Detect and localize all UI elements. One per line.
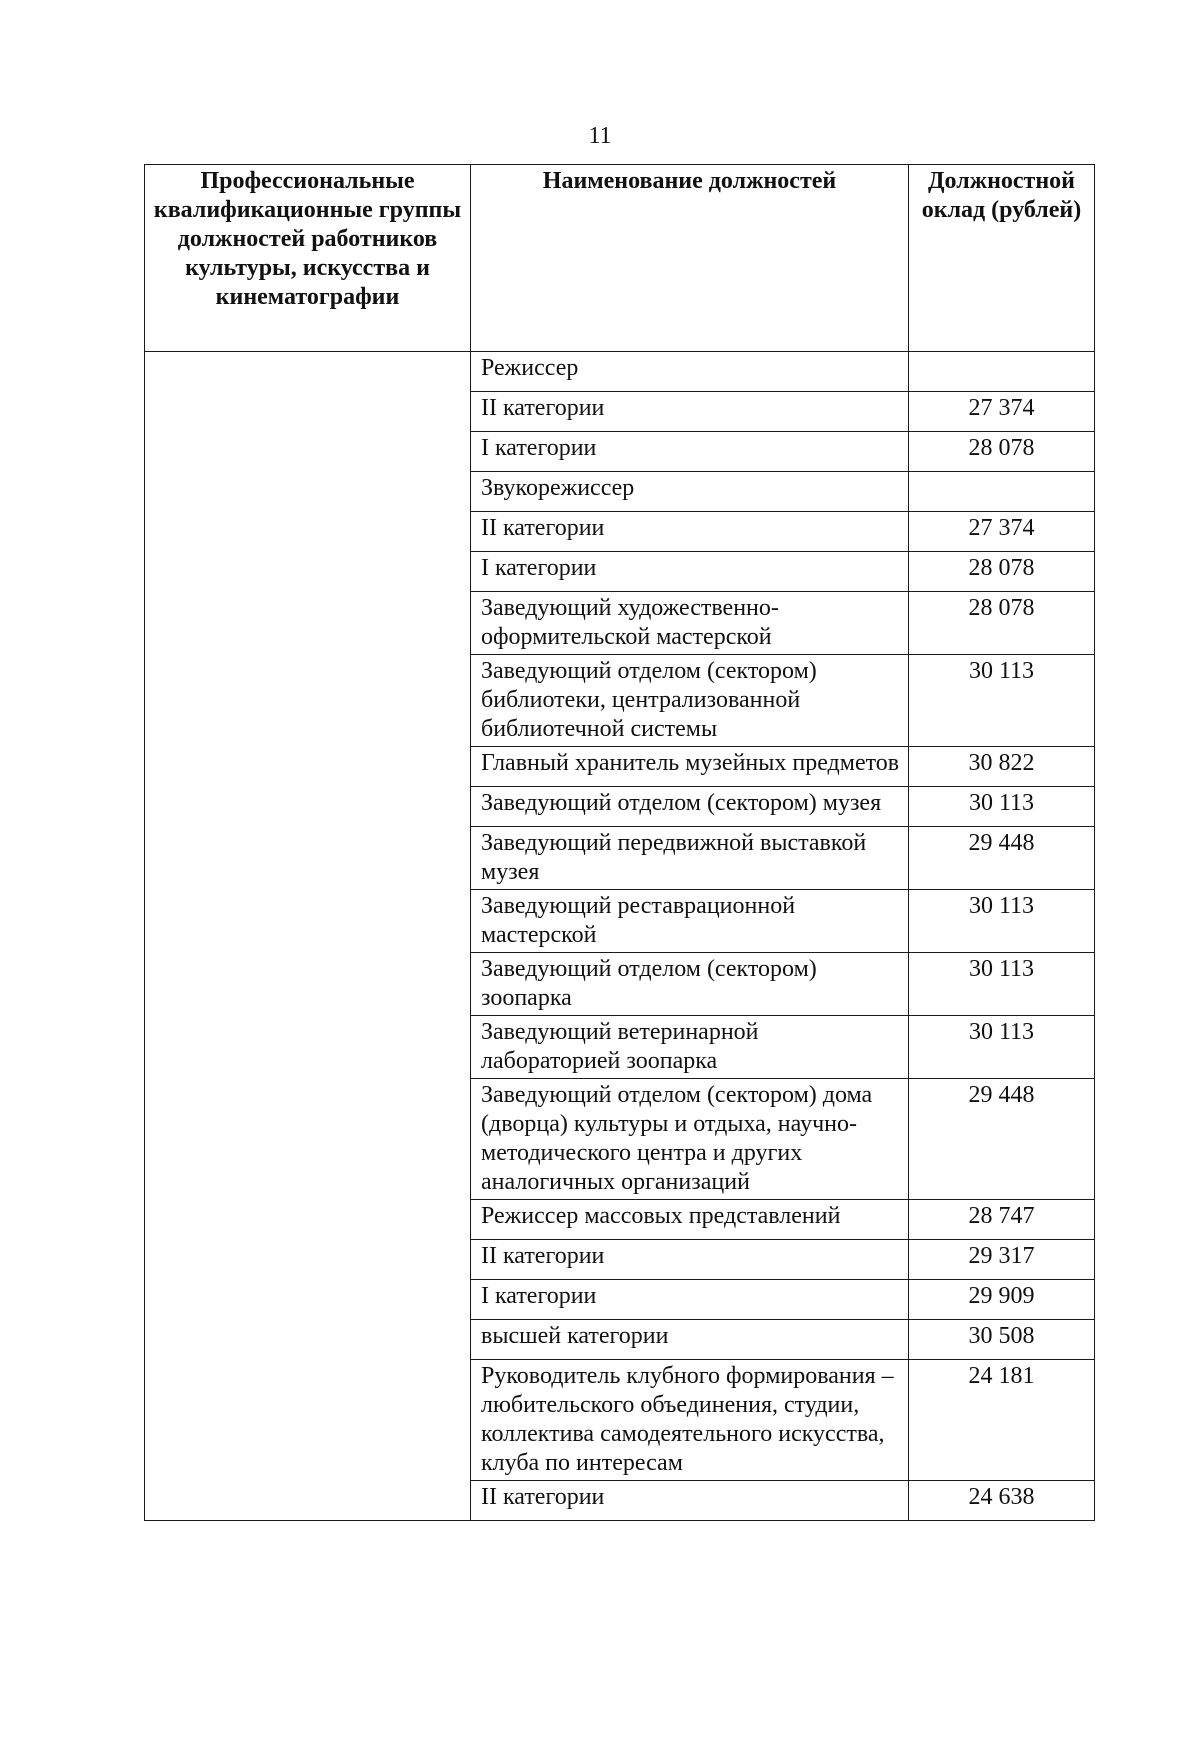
position-name-cell: Заведующий отделом (сектором) зоопарка bbox=[471, 953, 909, 1016]
position-name-cell: Звукорежиссер bbox=[471, 472, 909, 512]
salary-cell: 28 747 bbox=[909, 1200, 1095, 1240]
position-name-cell: Режиссер массовых представлений bbox=[471, 1200, 909, 1240]
salary-cell: 30 113 bbox=[909, 787, 1095, 827]
salary-cell: 28 078 bbox=[909, 592, 1095, 655]
position-name-cell: II категории bbox=[471, 512, 909, 552]
salary-cell: 30 508 bbox=[909, 1320, 1095, 1360]
salary-cell: 27 374 bbox=[909, 512, 1095, 552]
salary-cell: 27 374 bbox=[909, 392, 1095, 432]
salary-cell: 29 448 bbox=[909, 827, 1095, 890]
salary-cell: 24 181 bbox=[909, 1360, 1095, 1481]
position-name-cell: I категории bbox=[471, 552, 909, 592]
header-position-names: Наименование должностей bbox=[471, 165, 909, 352]
salary-cell: 29 448 bbox=[909, 1079, 1095, 1200]
position-name-cell: II категории bbox=[471, 392, 909, 432]
table-row bbox=[145, 352, 1095, 392]
qualification-group-cell bbox=[145, 352, 471, 1521]
salary-cell: 30 822 bbox=[909, 747, 1095, 787]
position-name-cell: Заведующий отделом (сектором) дома (дворца) культуры и отдыха, научно-методического центра и других аналогичных организаций bbox=[471, 1079, 909, 1200]
salary-cell: 24 638 bbox=[909, 1481, 1095, 1521]
position-name-cell: II категории bbox=[471, 1240, 909, 1280]
position-name-cell: Заведующий реставрационной мастерской bbox=[471, 890, 909, 953]
position-name-cell: I категории bbox=[471, 1280, 909, 1320]
salary-table bbox=[144, 164, 1095, 1521]
position-name-cell: Заведующий ветеринарной лабораторией зоопарка bbox=[471, 1016, 909, 1079]
salary-cell: 30 113 bbox=[909, 953, 1095, 1016]
position-name-cell: Руководитель клубного формирования – любительского объединения, студии, коллектива самодеятельного искусства, клуба по интересам bbox=[471, 1360, 909, 1481]
position-name-cell: II категории bbox=[471, 1481, 909, 1521]
salary-cell: 28 078 bbox=[909, 432, 1095, 472]
position-name-cell: Заведующий передвижной выставкой музея bbox=[471, 827, 909, 890]
salary-cell bbox=[909, 352, 1095, 392]
salary-cell: 30 113 bbox=[909, 890, 1095, 953]
position-name-cell: Заведующий отделом (сектором) библиотеки, централизованной библиотечной системы bbox=[471, 655, 909, 747]
position-name-cell: Заведующий художественно-оформительской мастерской bbox=[471, 592, 909, 655]
position-name-cell: высшей категории bbox=[471, 1320, 909, 1360]
position-name-cell: Главный хранитель музейных предметов bbox=[471, 747, 909, 787]
position-name-cell: I категории bbox=[471, 432, 909, 472]
salary-cell: 30 113 bbox=[909, 655, 1095, 747]
table-header-row bbox=[145, 165, 1095, 352]
salary-cell: 29 909 bbox=[909, 1280, 1095, 1320]
header-qualification-groups: Профессиональные квалификационные группы должностей работников культуры, искусства и кинематографии bbox=[145, 165, 471, 352]
position-name-cell: Режиссер bbox=[471, 352, 909, 392]
salary-cell bbox=[909, 472, 1095, 512]
salary-cell: 30 113 bbox=[909, 1016, 1095, 1079]
salary-cell: 29 317 bbox=[909, 1240, 1095, 1280]
page-number: 11 bbox=[588, 123, 612, 149]
position-name-cell: Заведующий отделом (сектором) музея bbox=[471, 787, 909, 827]
header-salary: Должностной оклад (рублей) bbox=[909, 165, 1095, 352]
salary-cell: 28 078 bbox=[909, 552, 1095, 592]
table-body bbox=[145, 352, 1095, 1521]
